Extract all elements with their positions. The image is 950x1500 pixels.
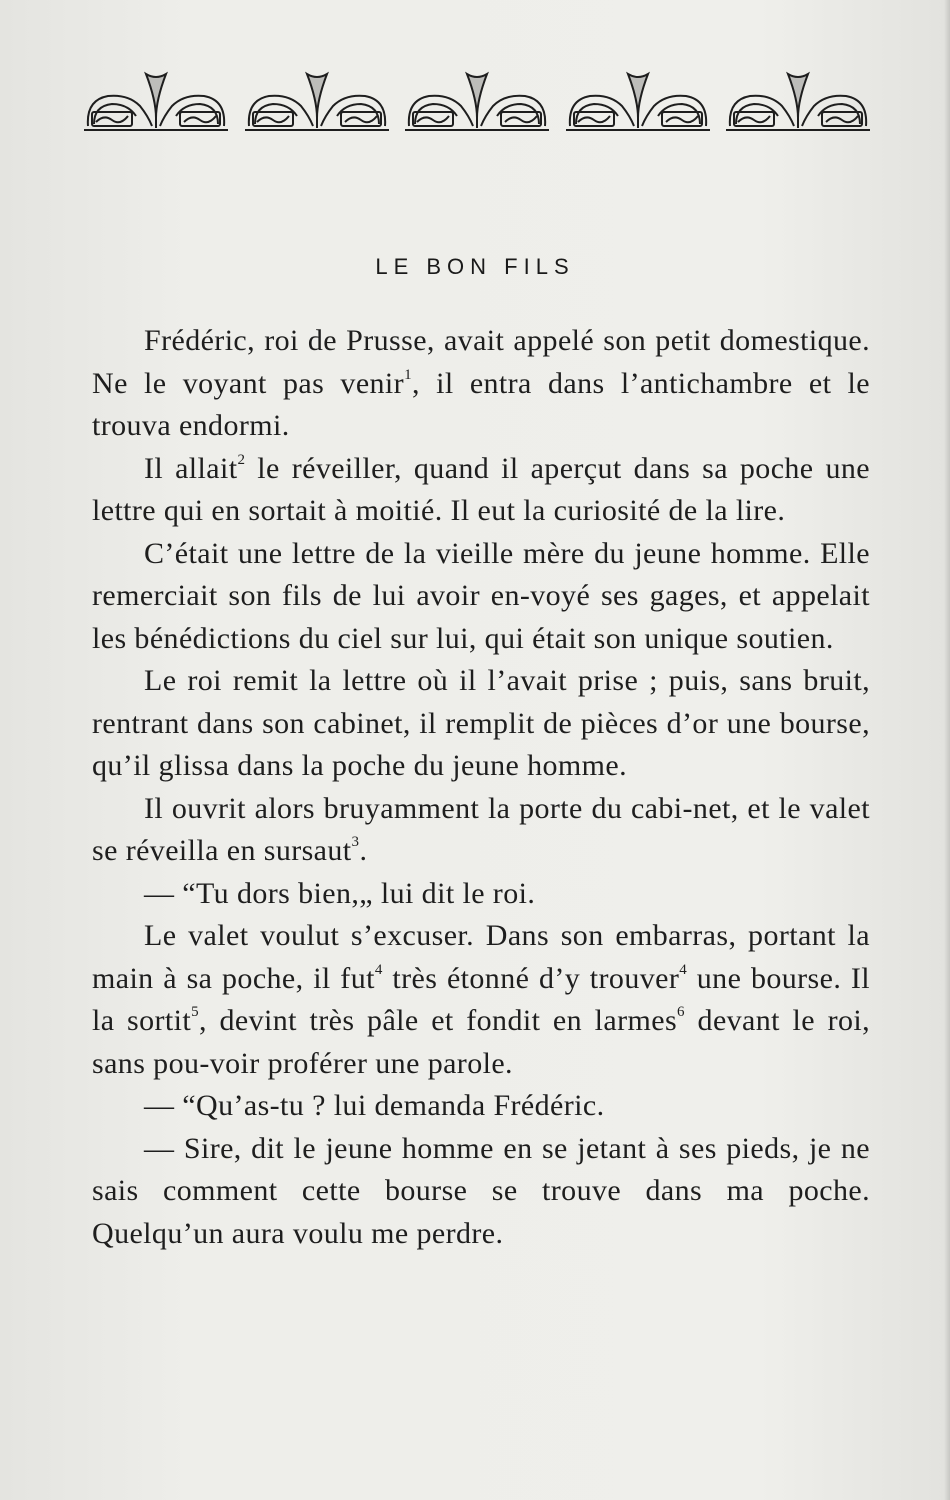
story-paragraph <box>92 660 870 788</box>
art-nouveau-ornament-icon <box>403 66 551 138</box>
story-paragraph <box>92 320 870 448</box>
paragraph-text: Le valet voulut s’excuser. Dans son embarras, portant la main à sa poche, il fut <box>92 919 870 995</box>
page-edge-shadow <box>944 0 950 1500</box>
story-paragraph <box>92 915 870 1085</box>
paragraph-text: — “Qu’as-tu ? lui demanda Frédéric. <box>144 1089 605 1122</box>
header-ornament-band <box>82 62 872 142</box>
paragraph-text: — Sire, dit le jeune homme en se jetant à ses pieds, je ne sais comment cette bourse se trouve dans ma poche. Quelqu’un aura voulu me perdre. <box>92 1131 870 1250</box>
art-nouveau-ornament-icon <box>564 66 712 138</box>
footnote-marker: 4 <box>679 961 688 978</box>
story-title: LE BON FILS <box>375 254 575 279</box>
paragraph-text: le réveiller, quand il aperçut dans sa poche une lettre qui en sortait à moitié. Il eut la curiosité de la lire. <box>92 451 870 527</box>
footnote-marker: 4 <box>374 961 383 978</box>
paragraph-text: Le roi remit la lettre où il l’avait prise ; puis, sans bruit, rentrant dans son cabinet, il remplit de pièces d’or une bourse, qu’il glissa dans la poche du jeune homme. <box>92 664 870 782</box>
story-paragraph <box>92 1085 870 1128</box>
story-paragraph <box>92 533 870 661</box>
paragraph-text: , devint très pâle et fondit en larmes <box>199 1004 678 1037</box>
footnote-marker: 3 <box>351 834 360 850</box>
paragraph-text: Il ouvrit alors bruyamment la porte du cabi-net, et le valet se réveilla en sursaut <box>92 791 870 867</box>
story-body <box>92 320 870 1255</box>
footnote-marker: 1 <box>404 366 412 383</box>
art-nouveau-ornament-icon <box>82 66 230 138</box>
art-nouveau-ornament-icon <box>243 66 391 138</box>
art-nouveau-ornament-icon <box>724 66 872 138</box>
paragraph-text: devant le roi, sans pou-voir proférer une parole. <box>92 1004 870 1080</box>
story-paragraph <box>92 448 870 533</box>
paragraph-text: , il entra dans l’antichambre et le trouva endormi. <box>92 366 870 442</box>
paragraph-text: — “Tu dors bien,„ lui dit le roi. <box>144 876 536 910</box>
story-paragraph <box>92 873 870 916</box>
paragraph-text: . <box>359 834 368 867</box>
story-paragraph <box>92 788 870 873</box>
story-paragraph <box>92 1128 870 1256</box>
paragraph-text: Frédéric, roi de Prusse, avait appelé son petit domestique. Ne le voyant pas venir <box>92 324 870 400</box>
footnote-marker: 6 <box>677 1004 685 1020</box>
paragraph-text: très étonné d’y trouver <box>382 961 680 995</box>
paragraph-text: Il allait <box>144 451 238 485</box>
footnote-marker: 2 <box>237 451 246 468</box>
footnote-marker: 5 <box>191 1004 200 1020</box>
paragraph-text: une bourse. Il la sortit <box>92 961 870 1037</box>
paragraph-text: C’était une lettre de la vieille mère du jeune homme. Elle remerciait son fils de lui avoir en-voyé ses gages, et appelait les bénédictions du ciel sur lui, qui était son unique soutien. <box>92 536 870 655</box>
